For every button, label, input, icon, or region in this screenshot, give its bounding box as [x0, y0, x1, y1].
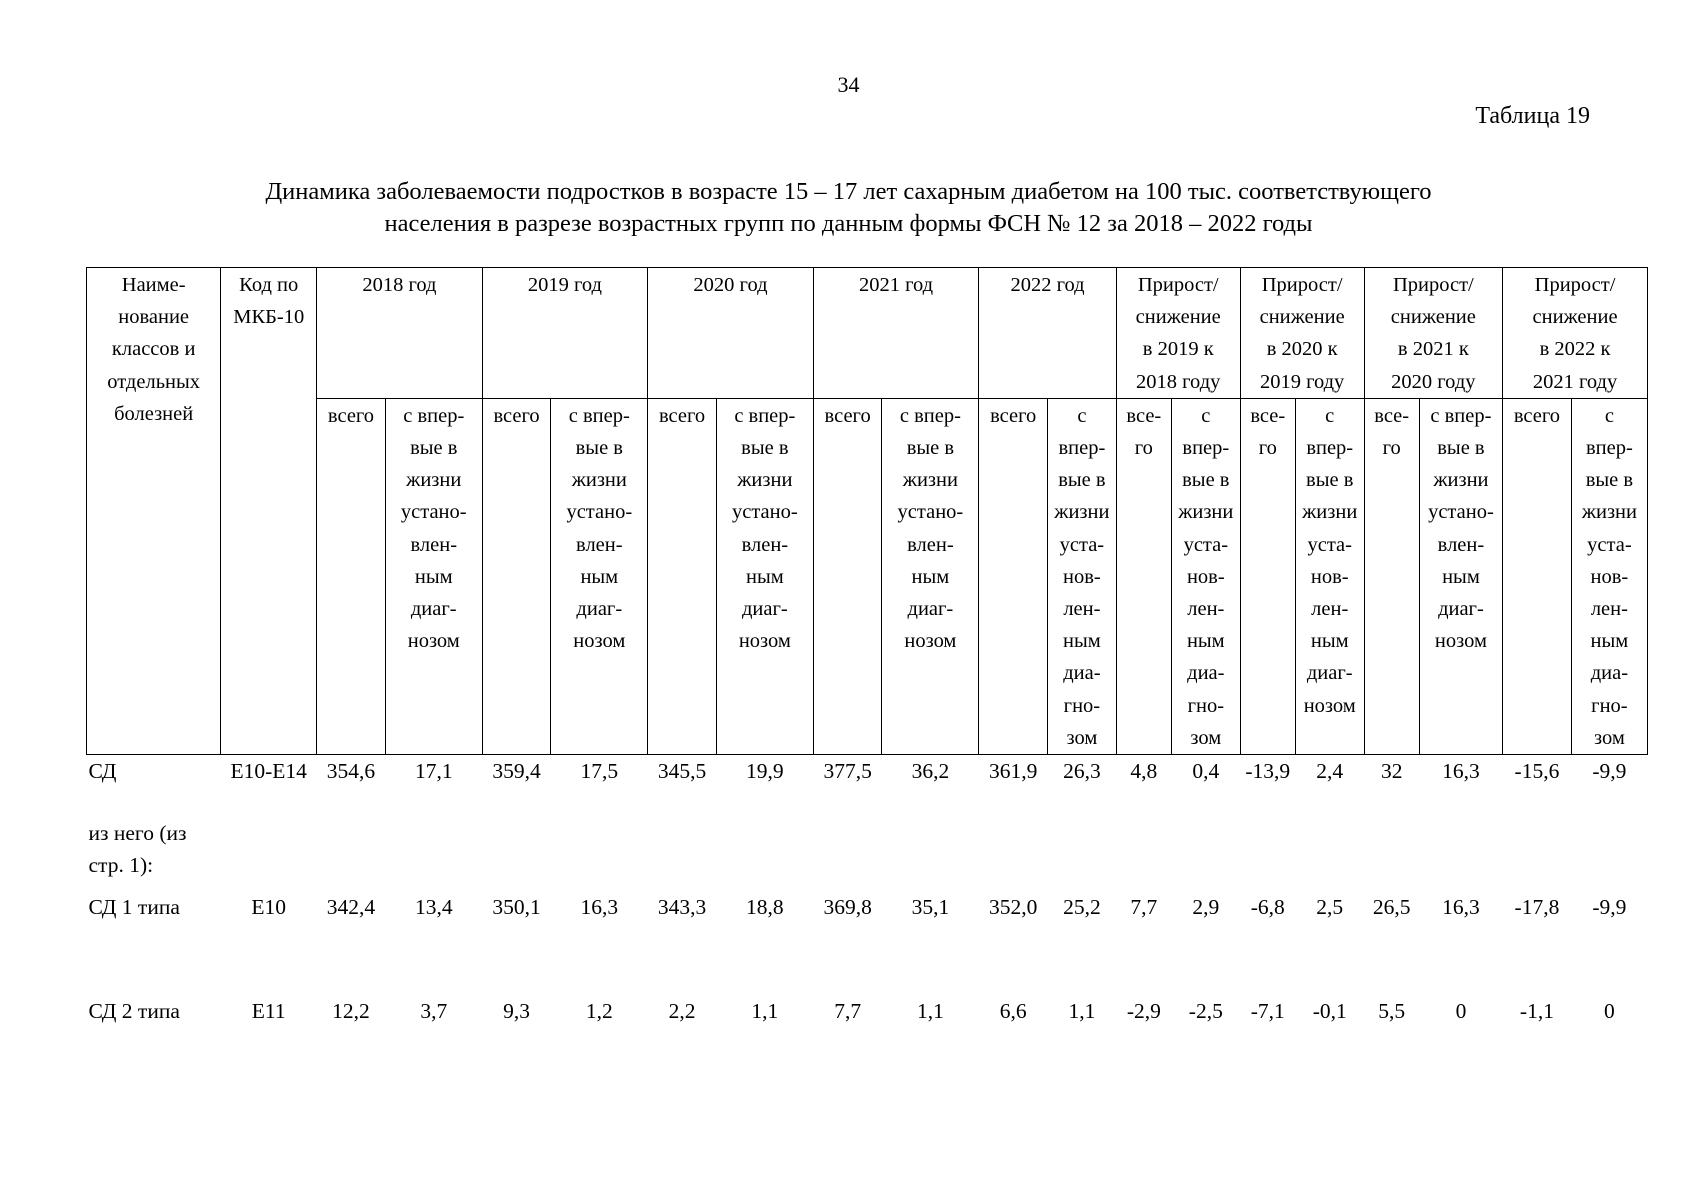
row-code: E10: [251, 895, 287, 920]
value-cell: -7,1: [1250, 999, 1285, 1024]
value-cell: 26,5: [1372, 895, 1411, 920]
subheader-text: все- го: [1374, 404, 1410, 460]
row-name: СД 1 типа: [88, 895, 180, 920]
value-cell: 18,8: [746, 895, 784, 920]
value-cell: 16,3: [1442, 895, 1480, 920]
subheader-cell: [1116, 398, 1171, 754]
subheader-cell: [1048, 398, 1117, 754]
subheader-cell: [1503, 398, 1572, 754]
value-cell: 369,8: [823, 895, 872, 920]
subheader-cell: [551, 398, 648, 754]
table-row: [87, 895, 1648, 999]
value-cell: 13,4: [414, 895, 453, 920]
value-cell: 4,8: [1130, 759, 1158, 784]
value-cell: 1,1: [751, 999, 779, 1024]
value-cell: -2,5: [1188, 999, 1223, 1024]
value-cell: -0,1: [1312, 999, 1347, 1024]
subheader-cell: [813, 398, 882, 754]
subheader-cell: [1419, 398, 1502, 754]
value-cell: 32: [1380, 759, 1403, 784]
value-cell: 345,5: [657, 759, 707, 784]
row-name: из него (из стр. 1):: [88, 821, 187, 878]
subheader-text: с впер- вые в жизни уста- нов- лен- ным диа- гно- зом: [1054, 404, 1110, 749]
value-cell: 1,2: [585, 999, 613, 1024]
subheader-cell: [1295, 398, 1364, 754]
header-2020: [648, 268, 814, 399]
value-cell: 16,3: [1442, 759, 1480, 784]
value-cell: -2,9: [1126, 999, 1161, 1024]
subheader-text: с впер- вые в жизни уста- нов- лен- ным диаг- нозом: [1302, 404, 1358, 717]
subheader-cell: [979, 398, 1048, 754]
value-cell: -9,9: [1592, 759, 1627, 784]
value-cell: 26,3: [1063, 759, 1101, 784]
header-2018: [317, 268, 483, 399]
subheader-text: всего: [1513, 404, 1561, 427]
row-name: СД 2 типа: [88, 999, 180, 1024]
page-number: 34: [837, 72, 860, 97]
value-cell: 17,5: [580, 759, 619, 784]
value-cell: -13,9: [1245, 759, 1291, 784]
row-code: E11: [251, 999, 286, 1024]
value-cell: 2,2: [668, 999, 696, 1024]
subheader-text: все- го: [1250, 404, 1286, 460]
value-cell: 0: [1455, 999, 1467, 1024]
subheader-cell: [1571, 398, 1647, 754]
subheader-cell: [482, 398, 551, 754]
subheader-text: всего: [493, 404, 540, 427]
title-line-1: Динамика заболеваемости подростков в возрасте 15 – 17 лет сахарным диабетом на 100 тыс. соответствующего: [265, 178, 1432, 205]
value-cell: 343,3: [657, 895, 707, 920]
row-name: СД: [88, 759, 117, 784]
header-name-text: Наиме- нование классов и отдельных болезней: [107, 274, 201, 425]
subheader-text: всего: [824, 404, 871, 427]
subheader-text: всего: [659, 404, 706, 427]
value-cell: 2,5: [1316, 895, 1344, 920]
header-2020-text: 2020 год: [693, 274, 768, 296]
table-row: [87, 755, 1648, 818]
value-cell: 0: [1604, 999, 1615, 1024]
header-growth-2019-text: Прирост/ снижение в 2019 к 2018 году: [1135, 274, 1221, 393]
value-cell: 2,4: [1316, 759, 1344, 784]
subheader-text: всего: [990, 404, 1037, 427]
subheader-text: все- го: [1126, 404, 1162, 460]
value-cell: 35,1: [911, 895, 950, 920]
value-cell: 352,0: [988, 895, 1038, 920]
value-cell: 7,7: [1130, 895, 1158, 920]
value-cell: 12,2: [332, 999, 370, 1024]
subheader-cell: [716, 398, 813, 754]
header-code-text: Код по МКБ-10: [233, 274, 305, 329]
table-row: [87, 817, 1648, 895]
value-cell: 1,1: [1068, 999, 1096, 1024]
value-cell: -15,6: [1514, 759, 1560, 784]
header-row-1: [87, 268, 1648, 399]
subheader-cell: [1240, 398, 1295, 754]
subheader-cell: [317, 398, 386, 754]
value-cell: 17,1: [414, 759, 453, 784]
header-code: [221, 268, 317, 755]
value-cell: -9,9: [1592, 895, 1627, 920]
value-cell: 5,5: [1378, 999, 1406, 1024]
subheader-text: всего: [327, 404, 375, 427]
header-growth-2022-text: Прирост/ снижение в 2022 к 2021 году: [1532, 274, 1618, 393]
header-growth-2020: [1240, 268, 1364, 399]
subheader-text: с впер- вые в жизни уста- нов- лен- ным диа- гно- зом: [1581, 404, 1637, 749]
table-title: [0, 176, 1697, 240]
value-cell: 342,4: [326, 895, 376, 920]
table-body: [87, 755, 1648, 1040]
row-code: E10-E14: [230, 759, 307, 784]
value-cell: 6,6: [999, 999, 1027, 1024]
subheader-cell: [1171, 398, 1240, 754]
header-2021-text: 2021 год: [858, 274, 934, 296]
subheader-text: с впер- вые в жизни устано- влен- ным диаг- нозом: [897, 404, 964, 653]
value-cell: 350,1: [492, 895, 541, 920]
header-2021: [813, 268, 979, 399]
value-cell: 7,7: [834, 999, 862, 1024]
header-name: [87, 268, 221, 755]
subheader-cell: [385, 398, 482, 754]
value-cell: 359,4: [492, 759, 541, 784]
value-cell: -1,1: [1519, 999, 1554, 1024]
header-growth-2021: [1364, 268, 1503, 399]
value-cell: 361,9: [988, 759, 1038, 784]
header-2018-text: 2018 год: [362, 274, 437, 296]
subheader-text: с впер- вые в жизни устано- влен- ным диаг- нозом: [400, 404, 467, 653]
subheader-cell: [648, 398, 717, 754]
value-cell: -6,8: [1250, 895, 1285, 920]
subheader-cell: [1364, 398, 1419, 754]
subheader-text: с впер- вые в жизни устано- влен- ным диаг- нозом: [731, 404, 798, 653]
value-cell: -17,8: [1514, 895, 1560, 920]
incidence-table: [86, 267, 1648, 1039]
header-2019-text: 2019 год: [527, 274, 602, 296]
header-growth-2019: [1116, 268, 1240, 399]
table-label: Таблица 19: [1475, 103, 1590, 129]
header-2019: [482, 268, 648, 399]
header-row-2: [87, 398, 1648, 754]
value-cell: 19,9: [746, 759, 784, 784]
value-cell: 377,5: [823, 759, 872, 784]
table-row: [87, 999, 1648, 1039]
value-cell: 36,2: [911, 759, 950, 784]
header-growth-2020-text: Прирост/ снижение в 2020 к 2019 году: [1259, 274, 1345, 393]
value-cell: 0,4: [1192, 759, 1220, 784]
value-cell: 9,3: [503, 999, 530, 1024]
header-2022: [979, 268, 1116, 399]
header-growth-2021-text: Прирост/ снижение в 2021 к 2020 году: [1390, 274, 1476, 393]
header-growth-2022: [1503, 268, 1648, 399]
subheader-text: с впер- вые в жизни уста- нов- лен- ным диа- гно- зом: [1178, 404, 1234, 749]
header-2022-text: 2022 год: [1010, 274, 1085, 296]
subheader-text: с впер- вые в жизни устано- влен- ным диаг- нозом: [566, 404, 633, 653]
value-cell: 354,6: [326, 759, 376, 784]
value-cell: 25,2: [1063, 895, 1101, 920]
value-cell: 3,7: [420, 999, 448, 1024]
value-cell: 2,9: [1192, 895, 1220, 920]
value-cell: 1,1: [916, 999, 944, 1024]
subheader-cell: [882, 398, 979, 754]
value-cell: 16,3: [580, 895, 619, 920]
subheader-text: с впер- вые в жизни устано- влен- ным диаг- нозом: [1428, 404, 1494, 653]
title-line-2: населения в разрезе возрастных групп по данным формы ФСН № 12 за 2018 – 2022 годы: [384, 210, 1313, 237]
